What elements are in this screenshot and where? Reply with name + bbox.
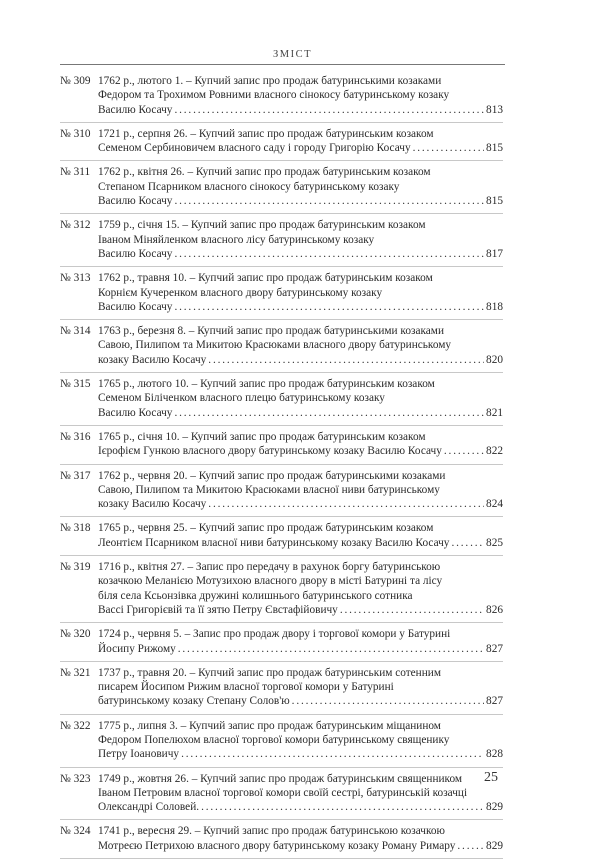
entry-number: № 313: [60, 272, 91, 285]
entry-body: [98, 666, 503, 709]
page-number: 25: [484, 770, 498, 785]
entry-line: Корнієм Кучеренком власного двору батуринському козаку: [98, 286, 383, 299]
toc-entry[interactable]: [60, 373, 503, 426]
entry-page: 829: [486, 801, 503, 814]
toc-entry[interactable]: [60, 267, 503, 320]
entry-body: [98, 521, 503, 550]
toc-entry[interactable]: [60, 715, 503, 768]
entry-line: Степаном Псарником власного сінокосу батуринському козаку: [98, 180, 400, 193]
toc-entry[interactable]: [60, 161, 503, 214]
entry-number: № 314: [60, 325, 91, 338]
toc-entry[interactable]: [60, 70, 503, 123]
entry-line: Василю Косачу: [98, 103, 173, 116]
table-of-contents: [60, 70, 503, 859]
entry-number: № 315: [60, 378, 91, 391]
dot-leader: [451, 536, 484, 550]
dot-leader: [174, 300, 484, 314]
entry-line: Василю Косачу: [98, 406, 173, 419]
toc-entry[interactable]: [60, 426, 503, 465]
entry-body: [98, 127, 503, 156]
entry-line: козаку Василю Косачу: [98, 353, 207, 366]
entry-page: 825: [486, 536, 503, 549]
entry-line: Федором та Трохимом Ровними власного сінокосу батуринському козаку: [98, 89, 450, 102]
toc-entry[interactable]: [60, 768, 503, 821]
entry-line: Савою, Пилипом та Микитою Красюками власного двору батуринському: [98, 339, 452, 352]
entry-body: [98, 469, 503, 512]
entry-line: козаку Василю Косачу: [98, 498, 207, 511]
entry-line: Ієрофієм Гункою власного двору батуринському козаку Василю Косачу: [98, 445, 442, 458]
dot-leader: [292, 694, 484, 708]
entry-line: 1721 р., серпня 26. – Купчий запис про продаж батуринським козаком: [98, 127, 434, 140]
dot-leader: [174, 103, 484, 117]
entry-line: 1762 р., квітня 26. – Купчий запис про продаж батуринським козаком: [98, 166, 431, 179]
entry-line: 1775 р., липня 3. – Купчий запис про продаж батуринським міщанином: [98, 719, 441, 732]
entry-line: Петру Іоановичу: [98, 748, 180, 761]
entry-line: 1765 р., червня 25. – Купчий запис про продаж батуринським козаком: [98, 522, 434, 535]
toc-entry[interactable]: [60, 517, 503, 556]
entry-line: Йосипу Рижому: [98, 642, 176, 655]
entry-line: 1762 р., лютого 1. – Купчий запис про продаж батуринськими козаками: [98, 75, 442, 87]
entry-body: [98, 824, 503, 853]
dot-leader: [181, 747, 484, 761]
entry-number: № 312: [60, 219, 91, 232]
entry-page: 815: [486, 195, 503, 208]
dot-leader: [457, 839, 484, 853]
entry-line: 1749 р., жовтня 26. – Купчий запис про продаж батуринським священником: [98, 772, 463, 785]
entry-number: № 319: [60, 561, 91, 574]
entry-number: № 323: [60, 772, 91, 785]
entry-line: біля села Ксьонзівка дружині колишнього батуринського сотника: [98, 589, 413, 602]
entry-line: Іваном Петровим власної торгової комори своїй сестрі, батуринській козачці: [98, 786, 468, 799]
entry-body: [98, 271, 503, 314]
entry-page: 818: [486, 300, 503, 313]
toc-entry[interactable]: [60, 123, 503, 162]
entry-number: № 324: [60, 825, 91, 838]
entry-number: № 318: [60, 522, 91, 535]
running-header: ЗМІСТ: [272, 49, 312, 60]
entry-page: 822: [486, 445, 503, 458]
toc-entry[interactable]: [60, 662, 503, 715]
entry-line: Вассі Григорієвій та її зятю Петру Євстафійовичу: [98, 603, 338, 616]
entry-number: № 321: [60, 666, 91, 679]
dot-leader: [174, 247, 484, 261]
entry-body: [98, 165, 503, 208]
entry-line: батуринському козаку Степану Солов'ю: [98, 695, 290, 708]
entry-body: [98, 627, 503, 656]
entry-number: № 320: [60, 628, 91, 641]
entry-body: [98, 772, 503, 815]
entry-page: 824: [486, 498, 503, 511]
entry-page: 821: [486, 406, 503, 419]
entry-line: 1765 р., лютого 10. – Купчий запис про продаж батуринським козаком: [98, 378, 435, 391]
entry-line: Семеном Сербиновичем власного саду і городу Григорію Косачу: [98, 142, 411, 155]
dot-leader: [444, 444, 484, 458]
entry-page: 813: [486, 103, 503, 116]
dot-leader: [201, 800, 484, 814]
entry-body: [98, 719, 503, 762]
toc-entry[interactable]: [60, 465, 503, 518]
dot-leader: [208, 497, 484, 511]
entry-line: 1765 р., січня 10. – Купчий запис про продаж батуринським козаком: [98, 430, 426, 443]
entry-page: 828: [486, 748, 503, 761]
entry-body: [98, 324, 503, 367]
entry-line: 1762 р., червня 20. – Купчий запис про продаж батуринськими козаками: [98, 469, 446, 482]
entry-page: 829: [486, 839, 503, 852]
entry-line: 1763 р., березня 8. – Купчий запис про продаж батуринськими козаками: [98, 325, 444, 338]
entry-line: Леонтієм Псарником власної ниви батуринському козаку Василю Косачу: [98, 536, 450, 549]
entry-line: Мотреєю Петрихою власного двору батуринському козаку Роману Римару: [98, 839, 456, 852]
entry-line: Іваном Міняйленком власного лісу батуринському козаку: [98, 233, 375, 246]
entry-line: Савою, Пилипом та Микитою Красюками власної ниви батуринському: [98, 483, 440, 496]
dot-leader: [340, 603, 484, 617]
toc-entry[interactable]: [60, 320, 503, 373]
entry-line: 1737 р., травня 20. – Купчий запис про продаж батуринським сотенним: [98, 666, 441, 679]
entry-body: [98, 560, 503, 617]
entry-line: Василю Косачу: [98, 195, 173, 208]
dot-leader: [178, 642, 484, 656]
entry-line: Олександрі Соловей.: [98, 801, 200, 814]
entry-line: Федором Попелюхом власної торгової комори батуринському священику: [98, 733, 450, 746]
entry-number: № 317: [60, 469, 91, 482]
entry-line: 1759 р., січня 15. – Купчий запис про продаж батуринським козаком: [98, 219, 426, 232]
entry-number: № 311: [60, 166, 91, 179]
entry-line: козачкою Меланією Мотузихою власного двору в місті Батурині та лісу: [98, 575, 443, 588]
entry-body: [98, 74, 503, 117]
entry-line: 1716 р., квітня 27. – Запис про передачу в рахунок боргу батуринською: [98, 561, 441, 574]
dot-leader: [174, 406, 484, 420]
entry-line: 1762 р., травня 10. – Купчий запис про продаж батуринським козаком: [98, 272, 433, 285]
entry-line: Семеном Біліченком власного плецю батуринському козаку: [98, 392, 385, 405]
toc-entry[interactable]: [60, 556, 503, 623]
entry-number: № 322: [60, 719, 91, 732]
toc-entry[interactable]: [60, 820, 503, 859]
entry-page: 827: [486, 695, 503, 708]
entry-number: № 309: [60, 75, 91, 87]
entry-page: 820: [486, 353, 503, 366]
toc-entry[interactable]: [60, 214, 503, 267]
entry-number: № 310: [60, 127, 91, 140]
entry-body: [98, 430, 503, 459]
dot-leader: [413, 141, 484, 155]
entry-line: Василю Косачу: [98, 247, 173, 260]
entry-number: № 316: [60, 430, 91, 443]
entry-line: Василю Косачу: [98, 300, 173, 313]
entry-page: 827: [486, 642, 503, 655]
entry-line: 1741 р., вересня 29. – Купчий запис про продаж батуринською козачкою: [98, 825, 445, 838]
dot-leader: [208, 353, 484, 367]
entry-page: 826: [486, 603, 503, 616]
dot-leader: [174, 194, 484, 208]
entry-line: 1724 р., червня 5. – Запис про продаж двору і торгової комори у Батурині: [98, 628, 451, 641]
entry-line: писарем Йосипом Рижим власної торгової комори у Батурині: [98, 681, 394, 694]
entry-body: [98, 218, 503, 261]
entry-body: [98, 377, 503, 420]
entry-page: 817: [486, 247, 503, 260]
toc-entry[interactable]: [60, 623, 503, 662]
header-rule: [60, 64, 505, 65]
entry-page: 815: [486, 142, 503, 155]
